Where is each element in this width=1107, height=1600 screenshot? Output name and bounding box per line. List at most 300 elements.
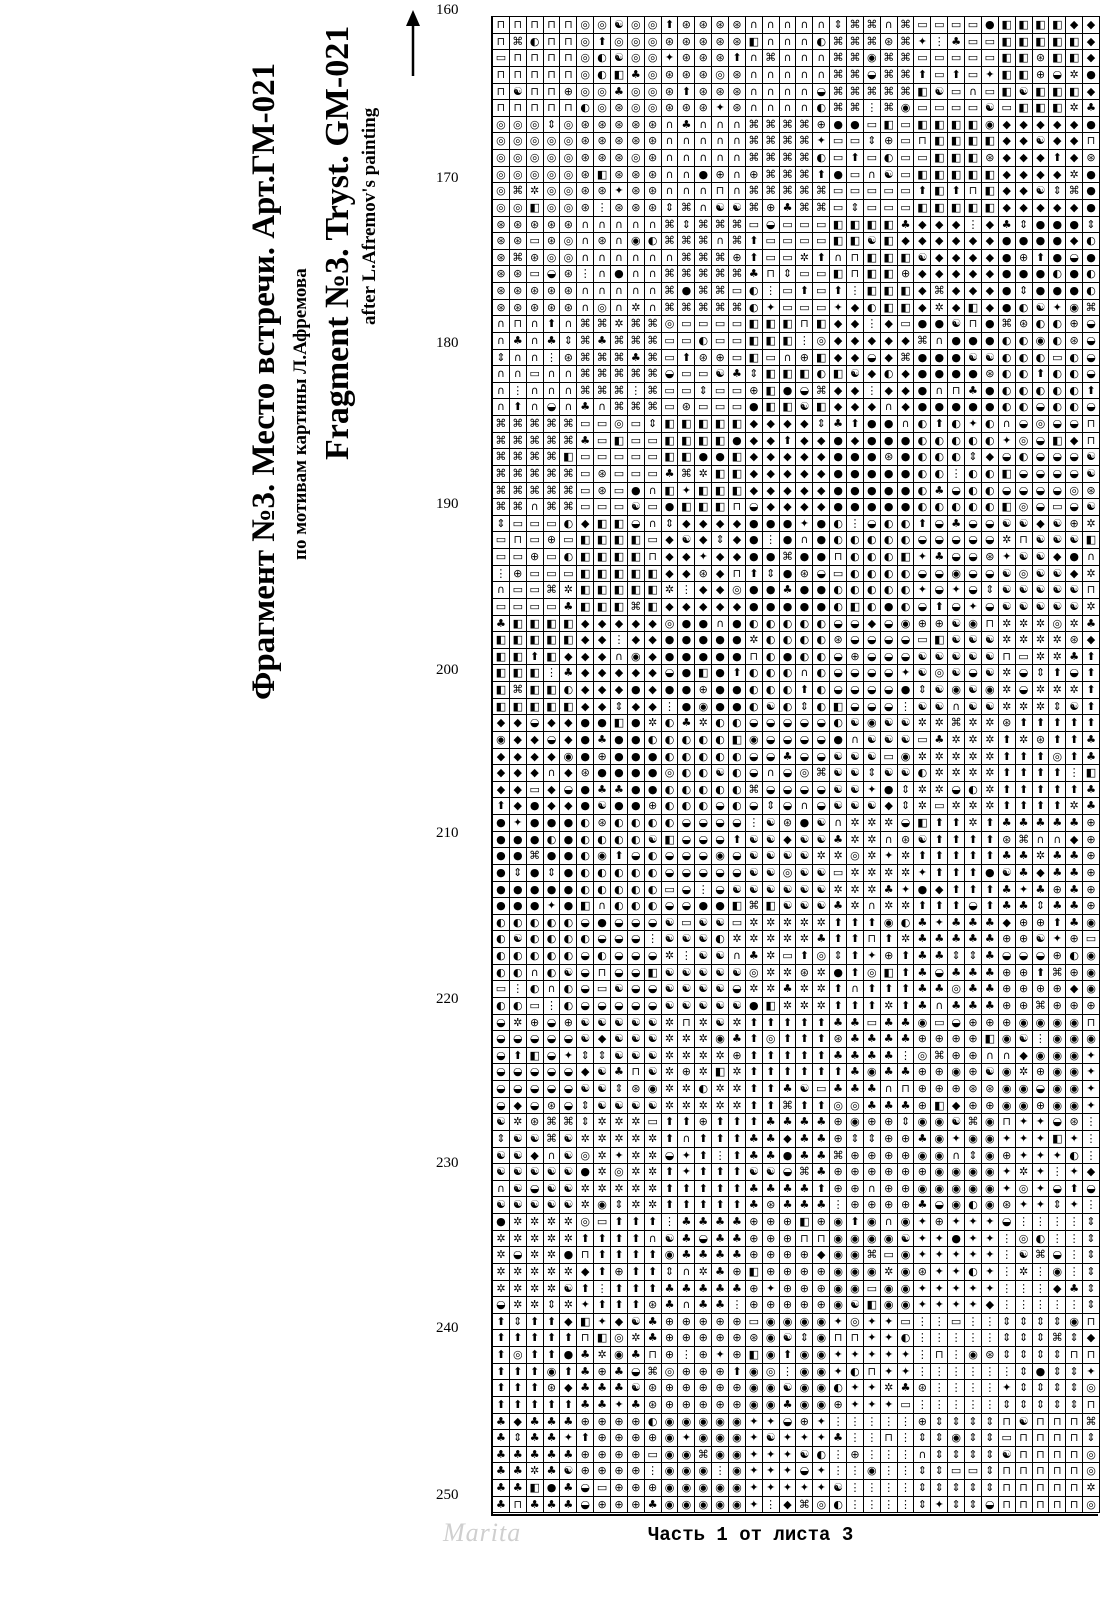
grid-cell: ▭: [813, 217, 830, 234]
grid-cell: ◉: [864, 1214, 881, 1231]
grid-cell: ⌘: [729, 300, 746, 317]
grid-cell: ◒: [611, 931, 628, 948]
grid-cell: ⌘: [678, 300, 695, 317]
grid-cell: ▭: [611, 466, 628, 483]
grid-cell: ⊛: [510, 300, 527, 317]
grid-cell: ◧: [830, 233, 847, 250]
grid-cell: ◎: [560, 250, 577, 267]
grid-row: [493, 1281, 1100, 1298]
grid-cell: ◧: [931, 632, 948, 649]
grid-cell: ✦: [594, 1314, 611, 1331]
grid-cell: ✲: [965, 815, 982, 832]
grid-cell: ◧: [628, 582, 645, 599]
grid-cell: ◐: [1016, 366, 1033, 383]
grid-cell: ⋮: [999, 1264, 1016, 1281]
grid-cell: ▭: [594, 416, 611, 433]
grid-cell: ⊕: [594, 1447, 611, 1464]
grid-cell: ◐: [611, 882, 628, 899]
grid-cell: ◆: [594, 665, 611, 682]
grid-cell: ∩: [999, 1048, 1016, 1065]
grid-cell: ♣: [931, 732, 948, 749]
grid-cell: ⌘: [544, 499, 561, 516]
grid-cell: ∩: [712, 117, 729, 134]
grid-cell: ●: [898, 466, 915, 483]
grid-cell: ◒: [628, 516, 645, 533]
grid-cell: ⌘: [510, 449, 527, 466]
grid-cell: ●: [1033, 233, 1050, 250]
grid-cell: ●: [712, 649, 729, 666]
grid-row: [493, 1164, 1100, 1181]
grid-cell: ◎: [527, 117, 544, 134]
row-label-240: 240: [436, 1320, 459, 1336]
grid-cell: ◐: [965, 499, 982, 516]
grid-cell: ◆: [678, 566, 695, 583]
grid-cell: ◐: [493, 931, 510, 948]
grid-cell: ⬆: [1033, 798, 1050, 815]
grid-cell: ✦: [864, 1397, 881, 1414]
grid-cell: ⊕: [628, 1430, 645, 1447]
grid-cell: ◒: [577, 981, 594, 998]
grid-cell: ⬆: [948, 865, 965, 882]
grid-cell: ▭: [898, 133, 915, 150]
grid-cell: ◒: [1049, 1247, 1066, 1264]
grid-cell: ☯: [510, 1148, 527, 1165]
grid-cell: ◒: [729, 981, 746, 998]
grid-cell: ◧: [881, 117, 898, 134]
grid-cell: ●: [780, 599, 797, 616]
grid-cell: ⌘: [695, 283, 712, 300]
title-russian: Фрагмент №3. Место встречи. Арт.ГМ-021: [246, 62, 282, 700]
grid-cell: ◧: [914, 167, 931, 184]
grid-cell: ∩: [662, 167, 679, 184]
grid-cell: ⌘: [780, 183, 797, 200]
grid-cell: ☯: [1033, 300, 1050, 317]
grid-cell: ⬆: [914, 67, 931, 84]
grid-cell: ◉: [847, 1247, 864, 1264]
grid-cell: ◒: [780, 732, 797, 749]
grid-cell: ⬆: [796, 682, 813, 699]
row-label-160: 160: [436, 2, 459, 18]
grid-cell: ◒: [746, 715, 763, 732]
grid-cell: ⊕: [611, 1430, 628, 1447]
grid-cell: ✦: [881, 1347, 898, 1364]
grid-cell: ⊛: [560, 350, 577, 367]
grid-cell: ◐: [678, 798, 695, 815]
grid-cell: ▭: [948, 50, 965, 67]
grid-cell: ⌘: [510, 483, 527, 500]
grid-cell: ◉: [1049, 1064, 1066, 1081]
grid-cell: ◐: [628, 898, 645, 915]
grid-cell: ◒: [1083, 399, 1100, 416]
grid-cell: ☯: [1033, 566, 1050, 583]
grid-cell: ☯: [796, 882, 813, 899]
grid-cell: ⊛: [1033, 732, 1050, 749]
grid-row: [493, 616, 1100, 633]
grid-cell: ⋮: [898, 1048, 915, 1065]
grid-cell: ◐: [881, 516, 898, 533]
grid-cell: ◎: [813, 948, 830, 965]
grid-cell: ●: [678, 616, 695, 633]
grid-cell: ◒: [881, 616, 898, 633]
grid-cell: ⌘: [712, 266, 729, 283]
grid-cell: ⌘: [763, 50, 780, 67]
grid-cell: ●: [1016, 266, 1033, 283]
grid-cell: ⇕: [898, 798, 915, 815]
grid-cell: ◐: [695, 798, 712, 815]
grid-cell: ☯: [1033, 532, 1050, 549]
grid-cell: ☯: [510, 1181, 527, 1198]
grid-cell: ✲: [982, 715, 999, 732]
grid-cell: ▭: [645, 1114, 662, 1131]
grid-cell: ⬆: [948, 815, 965, 832]
grid-cell: ●: [712, 682, 729, 699]
grid-cell: ◒: [1083, 350, 1100, 367]
grid-cell: ◧: [813, 399, 830, 416]
grid-cell: ◎: [796, 765, 813, 782]
grid-cell: ∩: [931, 333, 948, 350]
grid-cell: ▭: [864, 150, 881, 167]
grid-cell: ☯: [594, 1064, 611, 1081]
grid-cell: ✲: [712, 1081, 729, 1098]
grid-cell: ◒: [965, 582, 982, 599]
grid-cell: ◉: [982, 1148, 999, 1165]
grid-cell: ☯: [662, 915, 679, 932]
grid-cell: ◒: [493, 1081, 510, 1098]
grid-cell: ⊓: [864, 1364, 881, 1381]
grid-cell: ♣: [982, 948, 999, 965]
grid-cell: ⇕: [965, 449, 982, 466]
grid-cell: ♣: [999, 217, 1016, 234]
grid-cell: ◆: [544, 782, 561, 799]
grid-cell: ☯: [1049, 532, 1066, 549]
grid-cell: ◐: [560, 998, 577, 1015]
grid-cell: ▭: [577, 416, 594, 433]
grid-cell: ⌘: [560, 466, 577, 483]
grid-cell: ✲: [645, 1131, 662, 1148]
grid-cell: ⊓: [1083, 582, 1100, 599]
grid-cell: ⇕: [830, 948, 847, 965]
grid-cell: ◐: [813, 34, 830, 51]
grid-cell: ♣: [746, 266, 763, 283]
grid-cell: ⌘: [695, 250, 712, 267]
grid-cell: ⊕: [982, 1098, 999, 1115]
grid-cell: ◆: [780, 449, 797, 466]
grid-cell: ●: [695, 449, 712, 466]
grid-cell: ◆: [931, 217, 948, 234]
grid-cell: ⌘: [645, 383, 662, 400]
grid-cell: ♣: [830, 1430, 847, 1447]
grid-cell: ♣: [847, 1048, 864, 1065]
grid-cell: ◒: [948, 782, 965, 799]
grid-cell: ▭: [813, 283, 830, 300]
grid-cell: ⋮: [493, 566, 510, 583]
grid-cell: ☯: [712, 981, 729, 998]
grid-cell: ⊓: [544, 84, 561, 101]
grid-cell: ∩: [796, 17, 813, 34]
grid-cell: ⇕: [847, 1131, 864, 1148]
grid-cell: ⇕: [914, 1463, 931, 1480]
grid-cell: ▭: [560, 566, 577, 583]
grid-row: [493, 1330, 1100, 1347]
grid-cell: ◒: [1016, 948, 1033, 965]
grid-cell: ⊛: [1083, 150, 1100, 167]
grid-cell: ⊓: [577, 1330, 594, 1347]
grid-cell: ⋮: [881, 1463, 898, 1480]
grid-cell: ⊓: [982, 616, 999, 633]
grid-cell: ⬆: [628, 1231, 645, 1248]
grid-cell: ∩: [763, 67, 780, 84]
grid-cell: ☯: [1049, 516, 1066, 533]
grid-cell: ✲: [763, 948, 780, 965]
grid-cell: ◉: [1016, 1081, 1033, 1098]
grid-cell: ⇕: [965, 1480, 982, 1497]
grid-cell: ◆: [645, 616, 662, 633]
grid-cell: ☯: [763, 1164, 780, 1181]
grid-cell: ⬆: [1049, 782, 1066, 799]
grid-cell: ⬆: [999, 732, 1016, 749]
grid-cell: ◎: [510, 1347, 527, 1364]
grid-cell: ⬆: [611, 1247, 628, 1264]
grid-cell: ⊓: [1016, 532, 1033, 549]
grid-cell: ◒: [544, 1064, 561, 1081]
grid-cell: ▭: [864, 1281, 881, 1298]
grid-cell: ⋮: [881, 1497, 898, 1514]
grid-cell: ▭: [560, 532, 577, 549]
grid-cell: ◧: [712, 499, 729, 516]
grid-cell: ⊕: [594, 1430, 611, 1447]
grid-cell: ⋮: [847, 283, 864, 300]
grid-cell: ●: [560, 815, 577, 832]
grid-cell: ●: [914, 366, 931, 383]
grid-cell: ◆: [1083, 50, 1100, 67]
grid-cell: ⬆: [982, 848, 999, 865]
grid-cell: ∩: [780, 84, 797, 101]
grid-cell: ●: [1049, 283, 1066, 300]
grid-cell: ◆: [763, 499, 780, 516]
grid-cell: ⇕: [999, 1397, 1016, 1414]
grid-cell: ✲: [1066, 67, 1083, 84]
grid-cell: ◧: [999, 50, 1016, 67]
grid-cell: ⌘: [729, 266, 746, 283]
grid-cell: ⬆: [881, 931, 898, 948]
grid-cell: ✲: [594, 1148, 611, 1165]
grid-cell: ◐: [965, 466, 982, 483]
grid-cell: ♣: [982, 965, 999, 982]
grid-cell: ⇕: [577, 1048, 594, 1065]
grid-cell: ⊛: [1016, 316, 1033, 333]
grid-cell: ∩: [645, 300, 662, 317]
grid-cell: ⌘: [746, 782, 763, 799]
grid-cell: ☯: [510, 1197, 527, 1214]
grid-cell: ◉: [982, 1131, 999, 1148]
grid-cell: ◎: [594, 84, 611, 101]
grid-cell: ♣: [544, 1497, 561, 1514]
grid-cell: ☯: [982, 699, 999, 716]
grid-cell: ⇕: [1033, 898, 1050, 915]
grid-cell: ⌘: [763, 133, 780, 150]
grid-cell: ◒: [746, 499, 763, 516]
grid-cell: ☯: [999, 599, 1016, 616]
grid-cell: ♣: [914, 965, 931, 982]
grid-cell: ♣: [780, 1397, 797, 1414]
grid-cell: ✲: [729, 931, 746, 948]
grid-cell: ◉: [763, 1314, 780, 1331]
grid-cell: ◐: [847, 549, 864, 566]
grid-cell: ☯: [881, 715, 898, 732]
grid-cell: ▭: [662, 399, 679, 416]
grid-cell: ✦: [982, 1281, 999, 1298]
grid-cell: ●: [965, 333, 982, 350]
grid-cell: ♣: [965, 383, 982, 400]
grid-cell: ⌘: [560, 1114, 577, 1131]
grid-cell: ⊕: [796, 1281, 813, 1298]
grid-cell: ●: [712, 449, 729, 466]
grid-cell: ⊕: [712, 1330, 729, 1347]
grid-cell: ⊛: [695, 350, 712, 367]
grid-cell: ♣: [931, 931, 948, 948]
grid-cell: ☯: [493, 1164, 510, 1181]
grid-cell: ◉: [662, 1247, 679, 1264]
grid-cell: ◧: [982, 200, 999, 217]
grid-cell: ⊕: [931, 1031, 948, 1048]
grid-cell: ✲: [560, 582, 577, 599]
grid-cell: ♣: [780, 981, 797, 998]
grid-cell: ◆: [695, 516, 712, 533]
grid-cell: ⬆: [1066, 732, 1083, 749]
grid-cell: ▭: [830, 133, 847, 150]
grid-cell: ◐: [813, 682, 830, 699]
grid-cell: ⊕: [746, 1231, 763, 1248]
grid-cell: ✲: [1083, 566, 1100, 583]
grid-cell: ⇕: [948, 1447, 965, 1464]
grid-row: [493, 17, 1100, 34]
grid-cell: ◎: [493, 200, 510, 217]
grid-cell: ♣: [965, 981, 982, 998]
grid-cell: ◆: [830, 333, 847, 350]
grid-cell: ◧: [965, 150, 982, 167]
grid-cell: ◐: [662, 798, 679, 815]
grid-cell: ◐: [695, 732, 712, 749]
grid-cell: ◒: [527, 1081, 544, 1098]
grid-cell: ⌘: [645, 399, 662, 416]
grid-cell: ◐: [712, 732, 729, 749]
grid-cell: ⋮: [1083, 1131, 1100, 1148]
grid-cell: ◆: [982, 449, 999, 466]
grid-cell: ☯: [695, 998, 712, 1015]
grid-cell: ⇕: [1049, 1397, 1066, 1414]
grid-cell: ▭: [510, 582, 527, 599]
grid-cell: ∩: [628, 266, 645, 283]
grid-cell: ⌘: [898, 84, 915, 101]
grid-cell: ♣: [830, 832, 847, 849]
grid-row: [493, 1297, 1100, 1314]
grid-cell: ⇕: [864, 1131, 881, 1148]
grid-cell: ⇕: [982, 1447, 999, 1464]
grid-cell: ✦: [914, 1281, 931, 1298]
grid-cell: ✲: [527, 1463, 544, 1480]
grid-cell: ●: [813, 532, 830, 549]
grid-cell: ◆: [763, 483, 780, 500]
grid-cell: ✦: [1083, 1081, 1100, 1098]
grid-cell: ⊛: [527, 300, 544, 317]
grid-cell: ⬆: [830, 1064, 847, 1081]
grid-cell: ⬆: [611, 1281, 628, 1298]
grid-cell: ◧: [914, 84, 931, 101]
grid-cell: ⊓: [999, 649, 1016, 666]
grid-cell: ▭: [982, 50, 999, 67]
grid-cell: ◧: [611, 532, 628, 549]
grid-cell: ⬆: [1033, 715, 1050, 732]
grid-cell: ⋮: [864, 1447, 881, 1464]
grid-cell: ◉: [864, 1231, 881, 1248]
grid-row: [493, 117, 1100, 134]
grid-cell: ♣: [982, 931, 999, 948]
grid-cell: ✲: [662, 1064, 679, 1081]
grid-cell: ⊛: [594, 815, 611, 832]
grid-cell: ✲: [813, 981, 830, 998]
grid-cell: ⇕: [763, 566, 780, 583]
grid-cell: ✲: [999, 699, 1016, 716]
grid-cell: ∩: [662, 117, 679, 134]
grid-cell: ●: [1083, 167, 1100, 184]
grid-cell: ▭: [780, 300, 797, 317]
grid-cell: ⊕: [695, 682, 712, 699]
grid-cell: ⋮: [864, 1430, 881, 1447]
grid-cell: ●: [847, 483, 864, 500]
grid-cell: ⌘: [662, 300, 679, 317]
grid-cell: ◆: [1033, 167, 1050, 184]
grid-cell: ⌘: [780, 167, 797, 184]
grid-cell: ◐: [712, 931, 729, 948]
grid-cell: ◐: [847, 566, 864, 583]
grid-cell: ⌘: [746, 183, 763, 200]
grid-cell: ⬆: [560, 1364, 577, 1381]
grid-cell: ●: [1033, 217, 1050, 234]
grid-cell: ▭: [914, 17, 931, 34]
grid-cell: ◉: [1066, 1064, 1083, 1081]
grid-cell: ◐: [527, 915, 544, 932]
grid-cell: ◒: [678, 882, 695, 899]
grid-cell: ◒: [999, 483, 1016, 500]
grid-cell: ◧: [493, 632, 510, 649]
grid-cell: ⌘: [881, 84, 898, 101]
grid-row: [493, 1114, 1100, 1131]
grid-cell: ⊛: [527, 283, 544, 300]
grid-cell: ⇕: [948, 1480, 965, 1497]
grid-cell: ▭: [493, 599, 510, 616]
grid-cell: ✲: [999, 665, 1016, 682]
grid-cell: ◧: [763, 366, 780, 383]
grid-cell: ☯: [982, 1064, 999, 1081]
grid-cell: ∩: [544, 765, 561, 782]
grid-cell: ◉: [695, 699, 712, 716]
grid-cell: ◧: [1083, 765, 1100, 782]
grid-cell: ◒: [628, 998, 645, 1015]
grid-cell: ✲: [881, 815, 898, 832]
grid-cell: ⊕: [729, 1347, 746, 1364]
row-label-190: 190: [436, 496, 459, 512]
grid-cell: ◐: [931, 449, 948, 466]
grid-row: [493, 350, 1100, 367]
grid-cell: ☯: [813, 898, 830, 915]
grid-cell: ⌘: [712, 283, 729, 300]
grid-cell: ◐: [813, 150, 830, 167]
grid-cell: ⬆: [611, 1297, 628, 1314]
grid-cell: ∩: [746, 84, 763, 101]
grid-cell: ⊓: [847, 250, 864, 267]
grid-cell: ◐: [662, 715, 679, 732]
grid-cell: ✲: [544, 1231, 561, 1248]
